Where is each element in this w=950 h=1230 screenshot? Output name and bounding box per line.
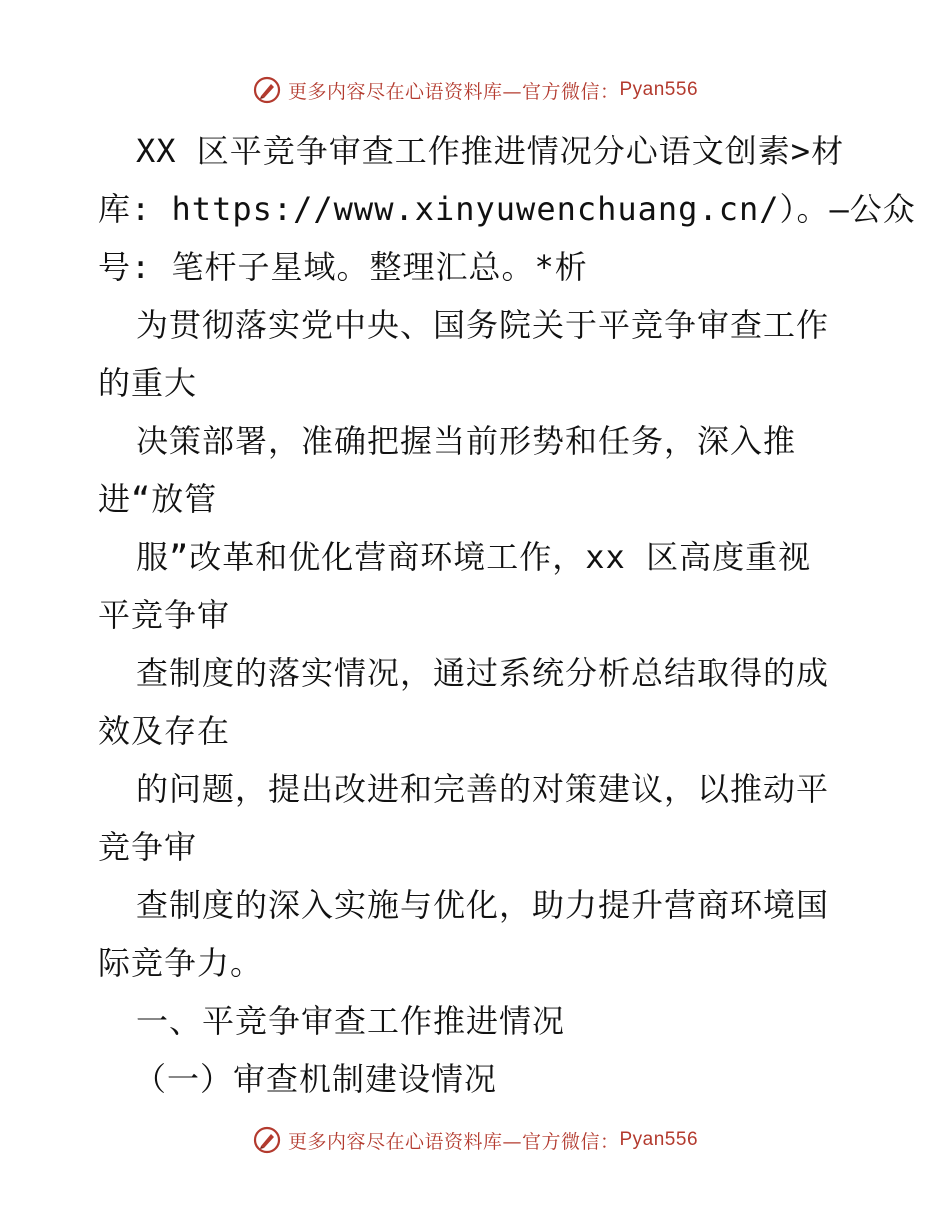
watermark-account: Pyan556 (619, 1129, 699, 1150)
header-watermark (0, 70, 950, 110)
paragraph-line: 进“放管 (98, 480, 218, 518)
paragraph-line: 的重大 (98, 364, 198, 402)
paragraph-line: 查制度的深入实施与优化，助力提升营商环境国 (136, 886, 830, 924)
paragraph-line: 的问题，提出改进和完善的对策建议，以推动平 (136, 770, 830, 808)
paragraph-line: 服”改革和优化营商环境工作，xx 区高度重视 (136, 538, 812, 576)
paragraph-line: 号: 笔杆子星域。整理汇总。*析 (98, 248, 588, 286)
paragraph-line: 库: https://www.xinyuwenchuang.cn/）。—公众 (98, 190, 916, 228)
paragraph-line: 平竞争审 (98, 596, 231, 634)
pen-logo-icon (252, 1125, 282, 1155)
pen-logo-icon (252, 75, 282, 105)
paragraph-line: 为贯彻落实党中央、国务院关于平竞争审查工作 (136, 306, 830, 344)
paragraph-line: 际竞争力。 (98, 944, 264, 982)
paragraph-line: XX 区平竞争审查工作推进情况分心语文创素>材 (136, 132, 845, 170)
footer-watermark (0, 1120, 950, 1160)
subsection-heading: （一）审查机制建设情况 (134, 1060, 498, 1098)
paragraph-line: 竞争审 (98, 828, 198, 866)
document-body (98, 122, 916, 1108)
section-heading: 一、平竞争审查工作推进情况 (136, 1002, 566, 1040)
paragraph-line: 效及存在 (98, 712, 231, 750)
watermark-text: 更多内容尽在心语资料库—官方微信： (287, 80, 620, 103)
watermark-text: 更多内容尽在心语资料库—官方微信： (287, 1130, 620, 1153)
paragraph-line: 查制度的落实情况，通过系统分析总结取得的成 (136, 654, 830, 692)
watermark-account: Pyan556 (619, 79, 699, 100)
paragraph-line: 决策部署，准确把握当前形势和任务，深入推 (136, 422, 797, 460)
